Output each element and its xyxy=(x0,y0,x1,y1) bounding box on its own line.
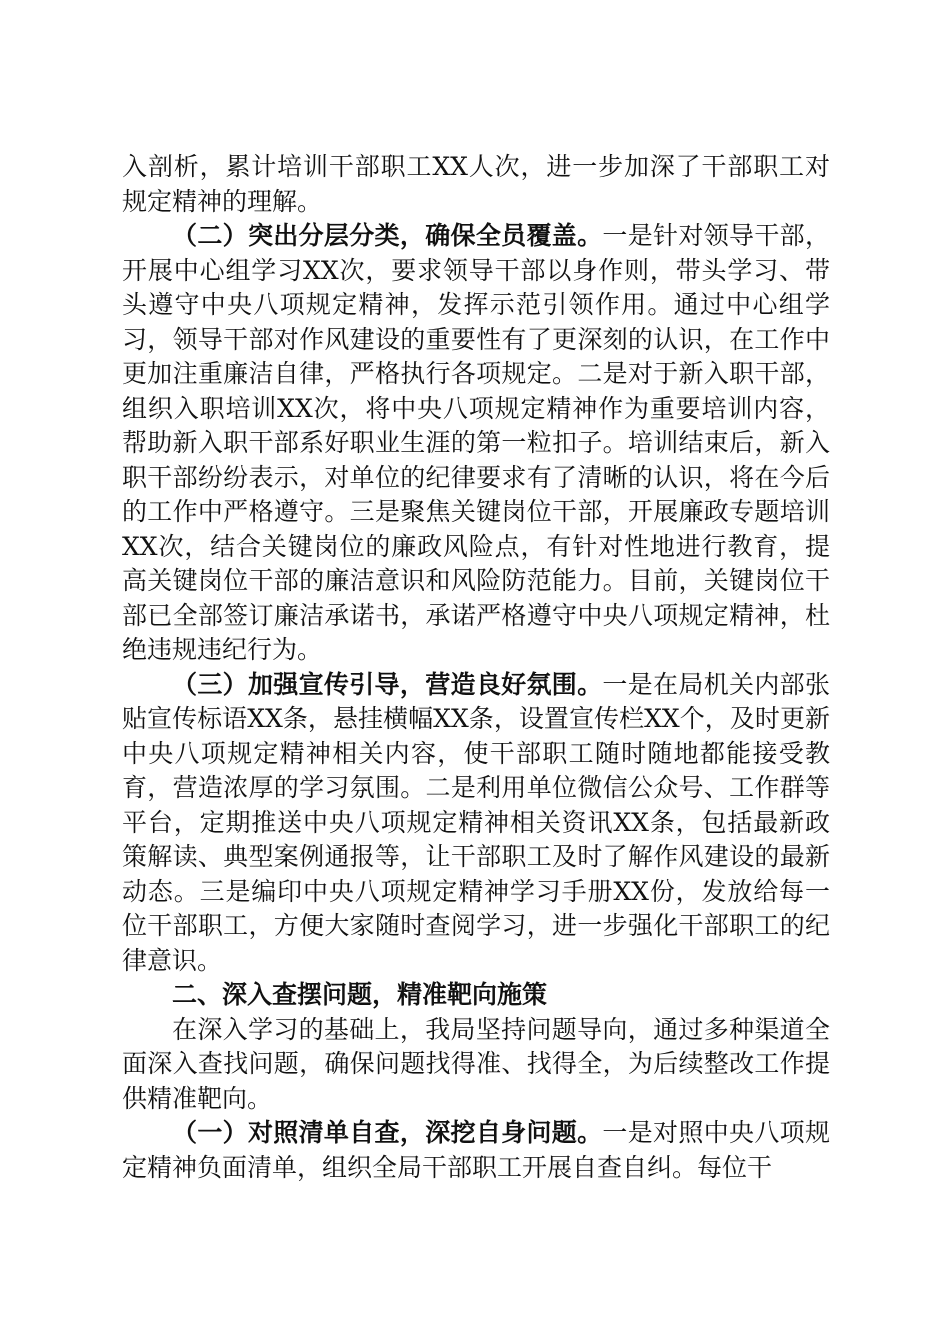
paragraph-lead: （二）突出分层分类，确保全员覆盖。 xyxy=(172,221,603,250)
paragraph-text: 一是对照中央八项规定精神负面清单，组织全局干部职工开展自查自纠。每位干 xyxy=(122,1118,830,1182)
paragraph-lead: （三）加强宣传引导，营造良好氛围。 xyxy=(172,669,603,699)
paragraph-lead: （一）对照清单自查，深挖自身问题。 xyxy=(172,1118,603,1147)
paragraph-text: 一是在局机关内部张贴宣传标语XX条，悬挂横幅XX条，设置宣传栏XX个，及时更新中央八项规定精神相关内容，使干部职工随时随地都能接受教育，营造浓厚的学习氛围。二是利用单位微信公众号、工作群等平台，定期推送中央八项规定精神相关资讯XX条，包括最新政策解读、典型案例通报等，让干部职工及时了解作风建设的最新动态。三是编印中央八项规定精神学习手册XX份，发放给每一位干部职工，方便大家随时查阅学习，进一步强化干部职工的纪律意识。 xyxy=(122,669,830,975)
paragraph-problem-orientation: 在深入学习的基础上，我局坚持问题导向，通过多种渠道全面深入查找问题，确保问题找得准、找得全，为后续整改工作提供精准靶向。 xyxy=(122,1014,830,1113)
paragraph-text: 一是针对领导干部，开展中心组学习XX次，要求领导干部以身作则，带头学习、带头遵守中央八项规定精神，发挥示范引领作用。通过中心组学习，领导干部对作风建设的重要性有了更深刻的认识，在工作中更加注重廉洁自律，严格执行各项规定。二是对于新入职干部，组织入职培训XX次，将中央八项规定精神作为重要培训内容，帮助新入职干部系好职业生涯的第一粒扣子。培训结束后，新入职干部纷纷表示，对单位的纪律要求有了清晰的认识，将在今后的工作中严格遵守。三是聚焦关键岗位干部，开展廉政专题培训XX次，结合关键岗位的廉政风险点，有针对性地进行教育，提高关键岗位干部的廉洁意识和风险防范能力。目前，关键岗位干部已全部签订廉洁承诺书，承诺严格遵守中央八项规定精神，杜绝违规违纪行为。 xyxy=(122,221,830,664)
paragraph-publicity xyxy=(122,668,830,979)
paragraph-tiered-training xyxy=(122,219,830,668)
paragraph-self-check xyxy=(122,1116,830,1185)
paragraph-continued: 入剖析，累计培训干部职工XX人次，进一步加深了干部职工对规定精神的理解。 xyxy=(122,152,830,216)
document-body xyxy=(122,150,830,1185)
section-heading: 二、深入查摆问题，精准靶向施策 xyxy=(172,980,548,1009)
